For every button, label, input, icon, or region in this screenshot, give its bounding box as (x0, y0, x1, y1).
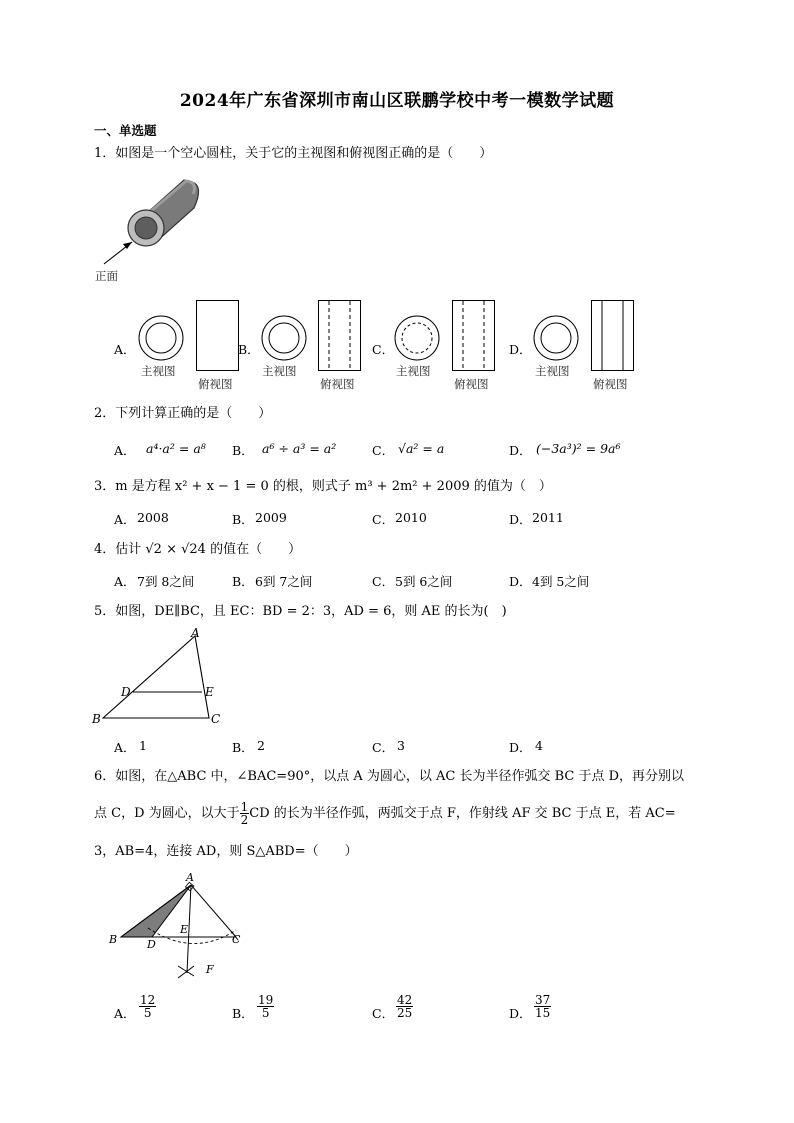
q6-line-2-pre: 点 C，D 为圆心，以大于 (94, 806, 240, 821)
q1-option-b-main-caption: 主视图 (262, 364, 297, 378)
triangle-abc (103, 636, 209, 718)
q2-option-b-letter[interactable]: B． (232, 443, 254, 458)
q2-option-a-letter[interactable]: A． (114, 443, 136, 458)
q6-construction-figure (104, 870, 254, 982)
q1-option-c-top-caption: 俯视图 (454, 377, 489, 391)
q6-half-num: 1 (240, 800, 249, 814)
q6-option-a-fraction (139, 994, 156, 1019)
q1-option-c-letter[interactable]: C． (372, 342, 395, 357)
page-title: 2024年广东省深圳市南山区联鹏学校中考一模数学试题 (179, 91, 615, 111)
q1-option-b-top-view (318, 300, 362, 372)
q4-option-d-text: 4到 5之间 (532, 574, 590, 589)
q6-half-den: 2 (240, 813, 249, 827)
vertex-c-label: C (211, 712, 221, 726)
q6-line-3: 3，AB=4，连接 AD，则 S△ABD=（ ） (94, 844, 358, 859)
q5-stem: 5．如图，DE∥BC，且 EC：BD = 2：3，AD = 6，则 AE 的长为( ) (94, 604, 507, 619)
q6-option-c-num: 42 (397, 993, 413, 1007)
q4-stem: 4．估计 √2 × √24 的值在（ ） (94, 542, 302, 557)
point-e-label: E (180, 923, 189, 936)
q4-option-a-text: 7到 8之间 (137, 574, 195, 589)
q5-option-b-letter[interactable]: B． (232, 740, 254, 755)
q5-option-d-text: 4 (535, 738, 543, 753)
q3-option-a-letter[interactable]: A． (114, 512, 136, 527)
cylinder-front-inner (135, 217, 157, 239)
q4-option-c-text: 5到 6之间 (395, 574, 453, 589)
q1-option-c-main-caption: 主视图 (396, 364, 431, 378)
q6-option-a-den: 5 (143, 1006, 152, 1020)
vertex-a-label: A (191, 626, 200, 640)
q1-option-b-letter[interactable]: B． (238, 342, 260, 357)
q4-option-b-letter[interactable]: B． (232, 574, 254, 589)
q1-option-b-top-caption: 俯视图 (320, 377, 355, 391)
q5-triangle-figure (92, 626, 232, 730)
q6-option-b-fraction (257, 994, 274, 1019)
q1-option-a-main-caption: 主视图 (141, 364, 176, 378)
vertex-e-label: E (205, 685, 214, 699)
q6-option-d-letter[interactable]: D． (509, 1006, 532, 1021)
q5-option-a-letter[interactable]: A． (114, 740, 136, 755)
q6-option-a-letter[interactable]: A． (114, 1006, 136, 1021)
q2-option-d-text: (−3a³)² = 9a⁶ (536, 441, 621, 456)
q1-option-b-main-view (261, 315, 307, 361)
q4-option-b-text: 6到 7之间 (255, 574, 313, 589)
q3-option-b-text: 2009 (255, 510, 287, 525)
q6-option-d-den: 15 (535, 1006, 551, 1020)
q2-option-c-letter[interactable]: C． (372, 443, 395, 458)
q3-option-c-text: 2010 (395, 510, 427, 525)
q6-option-b-letter[interactable]: B． (232, 1006, 254, 1021)
segment-ac (191, 885, 236, 937)
vertex-b-label: B (92, 712, 101, 726)
q1-option-a-letter[interactable]: A． (114, 342, 136, 357)
q1-option-d-main-caption: 主视图 (535, 364, 570, 378)
q5-option-c-text: 3 (397, 738, 405, 753)
q6-option-d-fraction (534, 994, 551, 1019)
q3-option-d-letter[interactable]: D． (509, 512, 532, 527)
q3-option-d-text: 2011 (532, 510, 564, 525)
q2-option-a-text: a⁴·a² = a⁸ (146, 441, 206, 456)
q6-line-2 (94, 801, 676, 826)
point-d-label: D (147, 938, 156, 951)
q4-option-d-letter[interactable]: D． (509, 574, 532, 589)
q2-option-b-text: a⁶ ÷ a³ = a² (262, 441, 337, 456)
q6-option-c-den: 25 (397, 1006, 413, 1020)
q3-stem: 3．m 是方程 x² + x − 1 = 0 的根，则式子 m³ + 2m² + 2009 的值为（ ） (94, 479, 552, 494)
point-a-label: A (186, 871, 194, 884)
q4-option-a-letter[interactable]: A． (114, 574, 136, 589)
q1-option-c-main-view (394, 315, 440, 361)
front-label: 正面 (95, 269, 118, 283)
q6-option-c-letter[interactable]: C． (372, 1006, 395, 1021)
q3-option-b-letter[interactable]: B． (232, 512, 254, 527)
hollow-cylinder-figure (90, 172, 210, 272)
q1-option-a-top-view (196, 300, 240, 372)
q3-option-a-text: 2008 (137, 510, 169, 525)
vertex-d-label: D (121, 685, 131, 699)
q5-option-c-letter[interactable]: C． (372, 740, 395, 755)
q1-option-a-top-caption: 俯视图 (198, 377, 233, 391)
q1-option-c-top-view (452, 300, 496, 372)
q2-option-c-text: √a² = a (398, 441, 445, 456)
q1-stem: 1．如图是一个空心圆柱，关于它的主视图和俯视图正确的是（ ） (94, 146, 493, 161)
q1-option-d-letter[interactable]: D． (509, 342, 532, 357)
q6-line-2-post: CD 的长为半径作弧，两弧交于点 F，作射线 AF 交 BC 于点 E，若 AC= (249, 806, 676, 821)
q1-option-d-top-caption: 俯视图 (593, 377, 628, 391)
q1-option-d-top-view (591, 300, 635, 372)
point-f-label: F (206, 963, 214, 976)
q6-option-b-num: 19 (258, 993, 274, 1007)
q5-option-a-text: 1 (139, 738, 147, 753)
q6-option-c-fraction (396, 994, 413, 1019)
point-b-label: B (109, 933, 118, 946)
q2-option-d-letter[interactable]: D． (509, 443, 532, 458)
section-heading: 一、单选题 (94, 123, 157, 138)
q6-half-fraction (240, 801, 250, 826)
q1-option-a-main-view (138, 315, 184, 361)
q6-option-b-den: 5 (261, 1006, 270, 1020)
q4-option-c-letter[interactable]: C． (372, 574, 395, 589)
arc-from-a (148, 928, 236, 944)
point-c-label: C (232, 933, 241, 946)
q2-stem: 2．下列计算正确的是（ ） (94, 406, 272, 421)
q3-option-c-letter[interactable]: C． (372, 512, 395, 527)
q5-option-b-text: 2 (257, 738, 265, 753)
q5-option-d-letter[interactable]: D． (509, 740, 532, 755)
q1-option-d-main-view (533, 315, 579, 361)
q6-option-d-num: 37 (535, 993, 551, 1007)
q6-option-a-num: 12 (140, 993, 156, 1007)
q6-line-1: 6．如图，在△ABC 中，∠BAC=90°，以点 A 为圆心，以 AC 长为半径作弧交 BC 于点 D，再分别以 (94, 769, 685, 784)
